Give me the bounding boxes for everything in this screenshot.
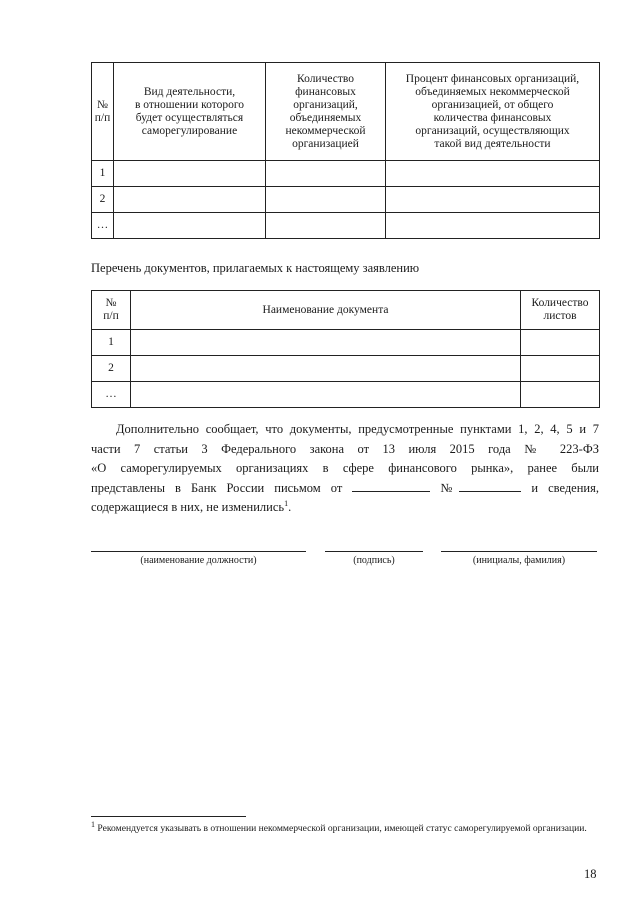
documents-table xyxy=(91,290,600,408)
documents-list-caption: Перечень документов, прилагаемых к настоящему заявлению xyxy=(91,261,420,275)
number-sign: № xyxy=(440,480,460,495)
header-line: Количество xyxy=(297,72,354,85)
header-line: финансовых xyxy=(295,85,356,98)
header-line: саморегулирование xyxy=(141,124,238,137)
signature-line[interactable] xyxy=(325,551,423,552)
header-line: объединяемых xyxy=(289,111,362,124)
name-signature-line[interactable] xyxy=(441,551,597,552)
paragraph-line: «О саморегулируемых организациях в сфере финансового рынка», ранее были xyxy=(91,461,599,475)
header-line: будет осуществляться xyxy=(135,111,244,124)
row-number: 2 xyxy=(92,356,131,382)
document-name-cell[interactable] xyxy=(131,330,521,356)
paragraph-text: содержащиеся в них, не изменились xyxy=(91,500,285,514)
header-num-line: № xyxy=(97,98,108,111)
header-line: некоммерческой xyxy=(285,124,366,137)
header-num xyxy=(92,291,131,330)
row-number: 1 xyxy=(92,161,114,187)
header-line: организаций, осуществляющих xyxy=(415,124,570,137)
table-row xyxy=(92,330,600,356)
statement-paragraph xyxy=(91,420,599,518)
footnote-text: Рекомендуется указывать в отношении некоммерческой организации, имеющей статус саморегулируемой организации. xyxy=(97,823,587,834)
table-row xyxy=(92,382,600,408)
paragraph-line: содержащиеся в них, не изменились$^1$. xyxy=(91,498,292,514)
percent-cell[interactable] xyxy=(386,187,600,213)
header-line: организацией xyxy=(292,137,359,150)
table-row xyxy=(92,187,600,213)
activity-table xyxy=(91,62,600,239)
header-line: Количество xyxy=(531,297,589,309)
document-name-cell[interactable] xyxy=(131,382,521,408)
row-number: … xyxy=(92,213,114,239)
paragraph-line: Дополнительно сообщает, что документы, предусмотренные пунктами 1, 2, 4, 5 и 7 xyxy=(116,422,599,436)
footnote-mark: 1 xyxy=(91,819,95,829)
header-num xyxy=(92,63,114,161)
footnote-reference: 1 xyxy=(284,498,289,508)
paragraph-line xyxy=(91,479,599,499)
letter-number-blank[interactable] xyxy=(459,480,521,492)
percent-cell[interactable] xyxy=(386,161,600,187)
letter-date-blank[interactable] xyxy=(352,480,430,492)
header-org-percent xyxy=(386,63,600,161)
percent-cell[interactable] xyxy=(386,213,600,239)
header-line: организаций, xyxy=(293,98,358,111)
header-line: организацией, от общего xyxy=(431,98,554,111)
header-line: количества финансовых xyxy=(433,111,552,124)
header-line: Процент финансовых организаций, xyxy=(405,72,580,85)
header-activity-type xyxy=(114,63,266,161)
table-row xyxy=(92,213,600,239)
sheet-count-cell[interactable] xyxy=(521,330,600,356)
header-num-line: № xyxy=(105,297,117,309)
activity-table-header xyxy=(92,63,600,161)
signature-caption: (подпись) xyxy=(353,555,395,566)
header-line: в отношении которого xyxy=(134,98,245,111)
header-sheet-count xyxy=(521,291,600,330)
paragraph-line: части 7 статьи 3 Федерального закона от 13 июля 2015 года № 223-ФЗ xyxy=(91,441,599,456)
header-num-line: п/п xyxy=(94,111,111,124)
footnote-separator xyxy=(91,816,246,817)
header-org-count xyxy=(266,63,386,161)
header-line: такой вид деятельности xyxy=(434,137,551,150)
table-row xyxy=(92,356,600,382)
row-number: 2 xyxy=(92,187,114,213)
documents-table-header xyxy=(92,291,600,330)
header-line: объединяемых некоммерческой xyxy=(415,85,570,98)
sheet-count-cell[interactable] xyxy=(521,382,600,408)
sheet-count-cell[interactable] xyxy=(521,356,600,382)
document-name-cell[interactable] xyxy=(131,356,521,382)
header-document-name: Наименование документа xyxy=(131,291,521,330)
activity-cell[interactable] xyxy=(114,213,266,239)
position-signature-line[interactable] xyxy=(91,551,306,552)
header-line: Вид деятельности, xyxy=(143,85,236,98)
count-cell[interactable] xyxy=(266,213,386,239)
row-number: … xyxy=(92,382,131,408)
footnote xyxy=(91,819,599,836)
count-cell[interactable] xyxy=(266,161,386,187)
name-caption: (инициалы, фамилия) xyxy=(472,555,566,566)
header-num-line: п/п xyxy=(103,310,119,322)
paragraph-text: представлены в Банк России письмом от xyxy=(91,480,343,495)
page-number: 18 xyxy=(584,867,597,881)
header-line: листов xyxy=(543,310,577,322)
row-number: 1 xyxy=(92,330,131,356)
count-cell[interactable] xyxy=(266,187,386,213)
activity-cell[interactable] xyxy=(114,161,266,187)
activity-cell[interactable] xyxy=(114,187,266,213)
paragraph-text: и сведения, xyxy=(531,480,599,495)
table-row xyxy=(92,161,600,187)
position-caption: (наименование должности) xyxy=(140,555,257,566)
